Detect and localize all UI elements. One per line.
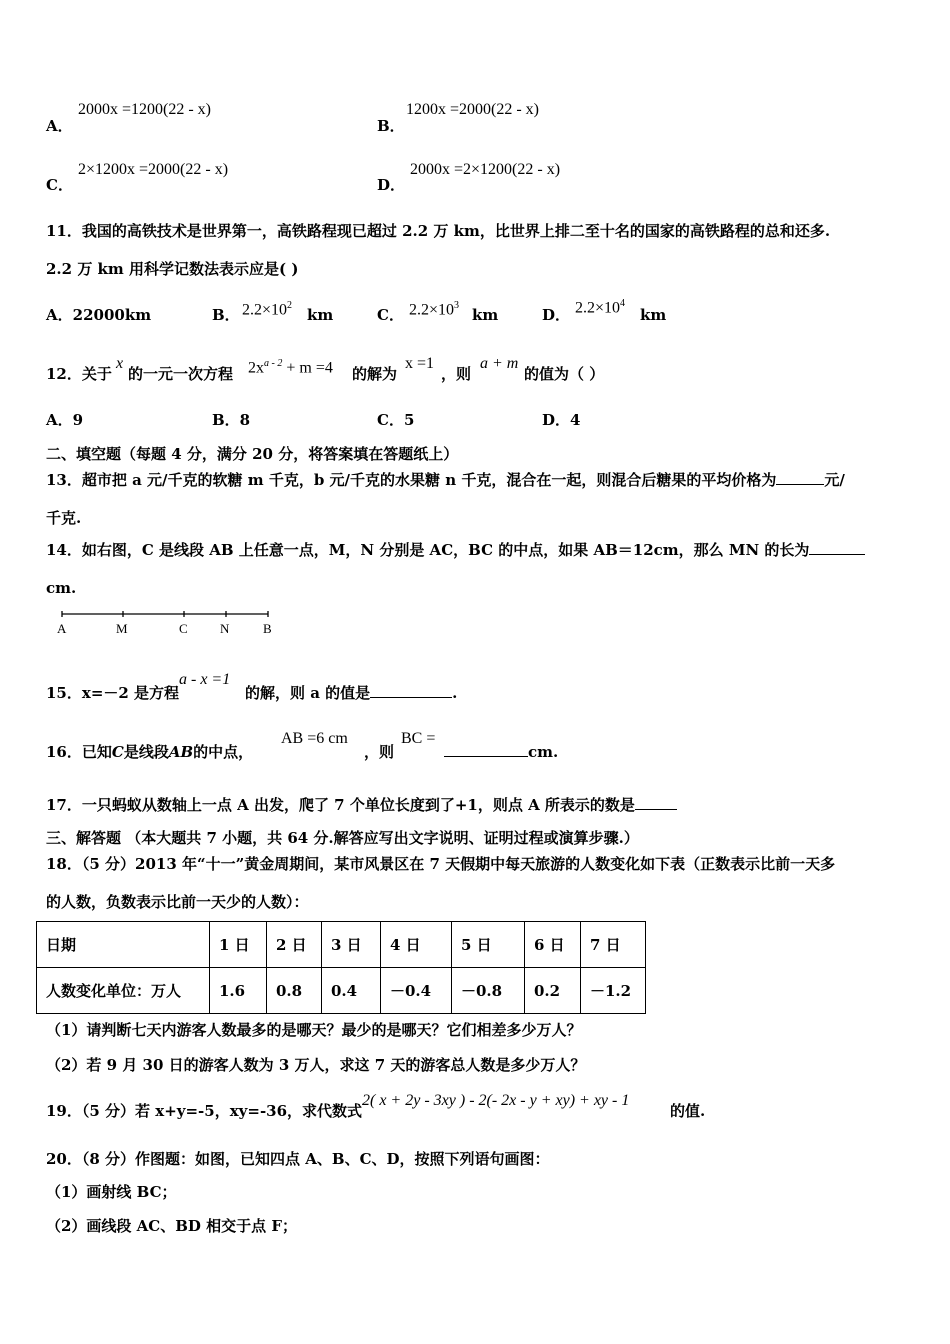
q11-option-d-unit: km [640, 306, 667, 324]
q10-option-a-equation: 2000x =1200(22 - x) [78, 101, 212, 118]
q11-option-b-unit: km [307, 306, 334, 324]
q12-option-b: B．8 [212, 411, 251, 429]
q11-option-d-math: $2.2\times 10^4$ [575, 298, 626, 317]
q16-stem-part5: cm. [444, 742, 558, 762]
q17-stem: 17．一只蚂蚁从数轴上一点 A 出发，爬了 7 个单位长度到了+1，则点 A 所表示的数是 [46, 795, 677, 815]
q20-stem: 20．（8 分）作图题：如图，已知四点 A、B、C、D，按照下列语句画图： [46, 1150, 550, 1168]
q12-stem-part3: 的解为 [352, 365, 398, 383]
table-cell: 7 日 [581, 922, 646, 968]
point-label-b: B [263, 621, 272, 636]
q13-answer-blank[interactable] [776, 470, 824, 485]
table-row [37, 968, 646, 1014]
q16-answer-blank[interactable] [444, 742, 528, 757]
q12-variable-x: x [116, 355, 124, 372]
table-cell: 0.8 [267, 968, 322, 1014]
q10-option-b-label: B． [377, 117, 405, 135]
q12-solution: x =1 [405, 355, 435, 372]
q13-stem-line2: 千克. [46, 509, 82, 527]
q11-option-c-math: $2.2\times 10^3$ [409, 300, 460, 319]
point-label-a: A [57, 621, 67, 636]
q15-answer-blank[interactable] [370, 683, 452, 698]
q11-option-d-label: D． [542, 306, 571, 324]
q18-subquestion-2: （2）若 9 月 30 日的游客人数为 3 万人，求这 7 天的游客总人数是多少万人？ [46, 1056, 586, 1074]
table-cell: －1.2 [581, 968, 646, 1014]
q12-stem-part1: 12．关于 [46, 365, 112, 383]
q13-stem-line1: 13．超市把 a 元/千克的软糖 m 千克，b 元/千克的水果糖 n 千克，混合在一起，则混合后糖果的平均价格为 元/ [46, 471, 845, 489]
q11-option-a: A．22000km [46, 306, 152, 324]
q14-stem-line2: cm. [46, 579, 77, 597]
point-label-m: M [116, 621, 128, 636]
q16-equation-bc: BC = [401, 730, 436, 747]
q10-option-a-label: A． [46, 117, 73, 135]
q12-equation: $2x^{a - 2} + m =4$ [248, 358, 333, 377]
q19-expression: 2( x + 2y - 3xy ) - 2(- 2x - y + xy) + xy - 1 [362, 1092, 630, 1109]
q14-stem-line1: 14．如右图，C 是线段 AB 上任意一点，M，N 分别是 AC，BC 的中点，如果 AB＝12cm，那么 MN 的长为 [46, 540, 865, 560]
q15-equation: a - x =1 [179, 671, 231, 688]
q14-line-segment-diagram [50, 606, 290, 642]
q17-answer-blank[interactable] [635, 795, 677, 810]
q15-stem-part1: 15．x=－2 是方程 [46, 684, 180, 702]
table-cell: 0.4 [322, 968, 381, 1014]
q20-subquestion-1: （1）画射线 BC； [46, 1183, 177, 1201]
q20-subquestion-2: （2）画线段 AC、BD 相交于点 F； [46, 1217, 298, 1235]
section2-title: 二、填空题（每题 4 分，满分 20 分，将答案填在答题纸上） [46, 445, 459, 463]
q12-stem-part4: ，则 [441, 365, 472, 383]
table-cell: 1 日 [210, 922, 267, 968]
q16-stem: 16．已知C是线段AB的中点， [46, 743, 254, 761]
q18-tourist-table [36, 921, 646, 1014]
section3-title: 三、解答题 （本大题共 7 小题，共 64 分.解答应写出文字说明、证明过程或演算步骤.） [46, 829, 639, 847]
q11-option-c-unit: km [472, 306, 499, 324]
q18-subquestion-1: （1）请判断七天内游客人数最多的是哪天？最少的是哪天？它们相差多少万人？ [46, 1021, 582, 1039]
table-cell: 5 日 [452, 922, 525, 968]
q12-option-d: D．4 [542, 411, 581, 429]
q16-stem-part4: ，则 [364, 743, 395, 761]
q11-stem-line1: 11．我国的高铁技术是世界第一，高铁路程现已超过 2.2 万 km，比世界上排二至十名的国家的高铁路程的总和还多. [46, 222, 831, 240]
table-cell: 0.2 [525, 968, 581, 1014]
q15-stem-part2: 的解，则 a 的值是 . [245, 684, 458, 702]
q19-stem-part1: 19．（5 分）若 x+y=-5，xy=-36，求代数式 [46, 1102, 363, 1120]
q10-option-c-label: C． [46, 176, 73, 194]
q10-option-b-equation: 1200x =2000(22 - x) [406, 101, 540, 118]
q11-option-c-label: C． [377, 306, 404, 324]
q12-stem-part5: 的值为（ ） [524, 365, 605, 383]
table-cell: 4 日 [381, 922, 452, 968]
q12-option-c: C．5 [377, 411, 415, 429]
q18-stem-line2: 的人数，负数表示比前一天少的人数）： [46, 893, 309, 911]
q11-option-b-math: $2.2\times 10^2$ [242, 300, 293, 319]
table-cell: 1.6 [210, 968, 267, 1014]
point-label-c: C [179, 621, 188, 636]
q11-stem-line2: 2.2 万 km 用科学记数法表示应是( ) [46, 260, 299, 278]
table-cell: 人数变化单位：万人 [37, 968, 210, 1014]
q12-stem-part2: 的一元一次方程 [128, 365, 234, 383]
table-cell: 6 日 [525, 922, 581, 968]
q14-answer-blank[interactable] [809, 540, 865, 555]
q12-expression: a + m [480, 355, 519, 372]
table-cell: 3 日 [322, 922, 381, 968]
q10-option-d-label: D． [377, 176, 406, 194]
q16-equation-ab: AB =6 cm [281, 730, 348, 747]
q19-stem-part2: 的值. [670, 1102, 706, 1120]
table-cell: －0.4 [381, 968, 452, 1014]
table-cell: 日期 [37, 922, 210, 968]
table-cell: －0.8 [452, 968, 525, 1014]
q12-option-a: A．9 [46, 411, 84, 429]
q10-option-c-equation: 2×1200x =2000(22 - x) [78, 161, 229, 178]
table-header-row [37, 922, 646, 968]
q11-option-b-label: B． [212, 306, 240, 324]
table-cell: 2 日 [267, 922, 322, 968]
q10-option-d-equation: 2000x =2×1200(22 - x) [410, 161, 561, 178]
q18-stem-line1: 18．（5 分）2013 年“十一”黄金周期间，某市风景区在 7 天假期中每天旅游的人数变化如下表（正数表示比前一天多 [46, 855, 836, 873]
point-label-n: N [220, 621, 230, 636]
